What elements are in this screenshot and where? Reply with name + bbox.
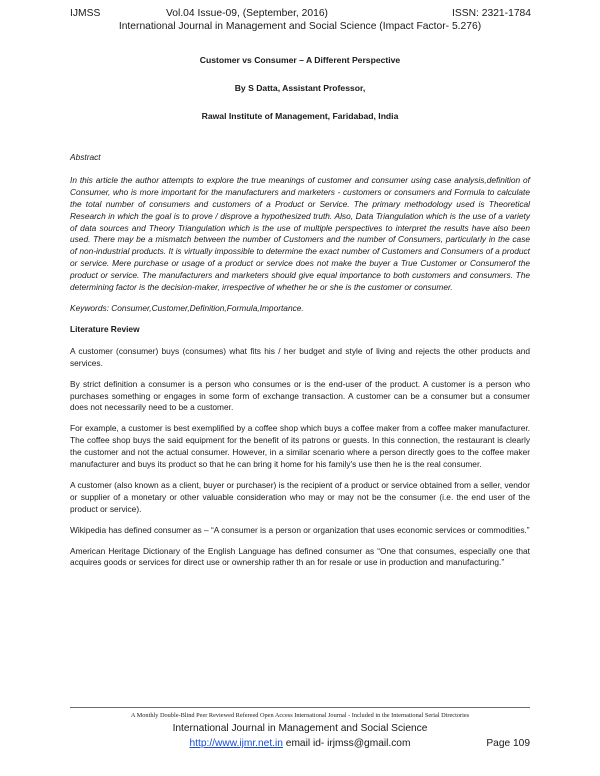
paper-title: Customer vs Consumer – A Different Perspective xyxy=(199,55,401,65)
literature-paragraph: A customer (consumer) buys (consumes) what fits his / her budget and style of living and rejects the other products and services. xyxy=(70,345,530,368)
footer-email: email id- irjmss@gmail.com xyxy=(285,738,411,749)
footer-divider xyxy=(70,707,530,708)
keywords: Keywords: Consumer,Customer,Definition,Formula,Importance. xyxy=(70,302,304,313)
journal-full-title: International Journal in Management and Social Science (Impact Factor- 5.276) xyxy=(118,21,482,32)
paper-author: By S Datta, Assistant Professor, xyxy=(234,83,366,93)
abstract-text: In this article the author attempts to explore the true meanings of customer and consumer using case analysis,definition of Consumer, who is more important for the manufacturers and marketers - customers or consumers and Formula to calculate the total number of consumers and customers of a Product or Service. The primary methodology used is Theoretical Research in which the goal is to prove / disprove a hypothesized truth. Also, Data Triangulation which is the use of a variety of data sources and Theory Triangulation which is the use of multiple perspectives to interpret the results have also been used. There may be a mismatch between the number of Customers and the number of Consumers, particularly in the case of non-industrial products. It is virtually impossible to determine the exact number of Customers and Consumers of a product or service. Mere purchase or usage of a product or service does not make the buyer a True Customer or Consumerof the product or service. The manufacturers and marketers should give equal importance to both customers and consumers. The determining factor is the decision-maker, irrespective of whether he or she is the customer or consumer. xyxy=(70,174,530,293)
literature-heading: Literature Review xyxy=(70,323,140,334)
journal-url-link[interactable]: http://www.ijmr.net.in xyxy=(189,738,283,749)
volume-issue: Vol.04 Issue-09, (September, 2016) xyxy=(166,8,328,19)
paper-body xyxy=(70,152,530,578)
literature-paragraph: For example, a customer is best exemplified by a coffee shop which buys a coffee maker from a coffee maker manufacturer. The coffee shop buys the said equipment for the benefit of its patrons or guests. In this connection, the restaurant is clearly the customer and not the actual consumer. However, in a similar scenario where a person directly goes to the coffee maker manufacturer and buys its product so that he can bring it home for his family's use then he is the real consumer. xyxy=(70,423,530,470)
literature-paragraph: A customer (also known as a client, buyer or purchaser) is the recipient of a product or service obtained from a seller, vendor or supplier of a monetary or other valuable consideration who may or may not be the consumer (i.e. the end user of the product or service). xyxy=(70,479,530,514)
issn: ISSN: 2321-1784 xyxy=(452,8,531,19)
journal-abbr: IJMSS xyxy=(70,8,101,19)
literature-paragraph: Wikipedia has defined consumer as – “A consumer is a person or organization that uses economic services or commodities.” xyxy=(70,524,530,535)
paper-institute: Rawal Institute of Management, Faridabad, India xyxy=(201,111,399,121)
running-header xyxy=(70,7,530,20)
page-number: Page 109 xyxy=(486,738,530,749)
literature-paragraph: American Heritage Dictionary of the English Language has defined consumer as “One that consumes, especially one that acquires goods or services for direct use or ownership rather th an for resale or use in production and manufacturing.” xyxy=(70,545,530,568)
footer-journal: International Journal in Management and Social Science xyxy=(172,723,428,734)
abstract-heading: Abstract xyxy=(70,152,101,162)
footer-contact-row xyxy=(70,737,530,750)
footer-note: A Monthly Double-Blind Peer Reviewed Refereed Open Access International Journal - Included in the International Serial Directories xyxy=(130,712,470,719)
literature-paragraph: By strict definition a consumer is a person who consumes or is the end-user of the product. A customer is a person who purchases something or engages in some form of exchange transaction. A customer can be a consumer but a consumer does not necessarily need to be a customer. xyxy=(70,378,530,413)
